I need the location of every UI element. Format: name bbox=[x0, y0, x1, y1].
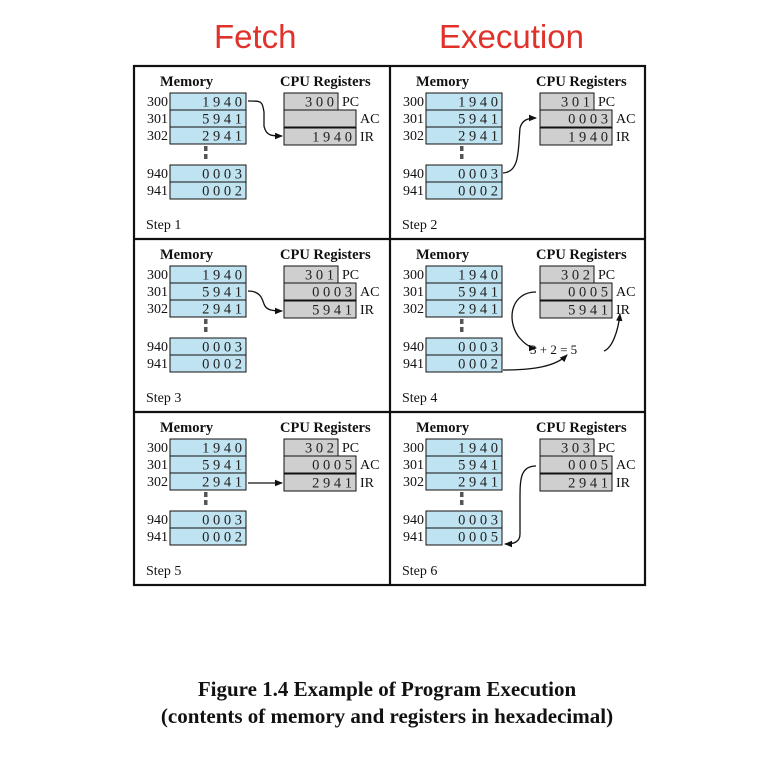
memory-title: Memory bbox=[160, 74, 214, 90]
memory-address: 941 bbox=[403, 184, 424, 199]
memory-address: 301 bbox=[147, 458, 168, 473]
memory-cell-value: 1 9 4 0 bbox=[458, 267, 498, 284]
register-ac-value: 0 0 0 3 bbox=[312, 284, 352, 301]
memory-gap-marker bbox=[204, 492, 208, 497]
memory-cell-value: 5 9 4 1 bbox=[202, 111, 242, 128]
memory-address: 302 bbox=[147, 302, 168, 317]
register-label-pc: PC bbox=[342, 441, 360, 456]
memory-cell-value: 0 0 0 2 bbox=[458, 356, 498, 373]
memory-address: 301 bbox=[403, 285, 424, 300]
register-ac-value: 0 0 0 3 bbox=[568, 111, 608, 128]
memory-cell-value: 1 9 4 0 bbox=[202, 267, 242, 284]
memory-cell-value: 0 0 0 3 bbox=[458, 166, 498, 183]
memory-cell-value: 0 0 0 2 bbox=[202, 183, 242, 200]
register-label-ir: IR bbox=[360, 476, 374, 491]
step-panel bbox=[402, 420, 635, 579]
memory-cell-value: 5 9 4 1 bbox=[202, 457, 242, 474]
memory-address: 302 bbox=[403, 475, 424, 490]
step-panel bbox=[146, 247, 379, 406]
figure-caption-subtitle: (contents of memory and registers in hexadecimal) bbox=[160, 704, 614, 728]
step-label: Step 3 bbox=[146, 391, 182, 406]
register-label-ir: IR bbox=[616, 476, 630, 491]
memory-address: 940 bbox=[147, 513, 168, 528]
memory-address: 300 bbox=[147, 95, 168, 110]
register-pc-value: 3 0 0 bbox=[305, 94, 334, 111]
register-label-ir: IR bbox=[360, 303, 374, 318]
register-pc-value: 3 0 1 bbox=[561, 94, 590, 111]
memory-cell-value: 0 0 0 3 bbox=[202, 512, 242, 529]
memory-address: 301 bbox=[147, 285, 168, 300]
memory-title: Memory bbox=[416, 74, 470, 90]
register-ac-box bbox=[284, 110, 356, 127]
register-label-ac: AC bbox=[360, 458, 380, 473]
memory-cell-value: 0 0 0 2 bbox=[202, 356, 242, 373]
register-ir-value: 5 9 4 1 bbox=[312, 302, 352, 319]
memory-cell-value: 0 0 0 5 bbox=[458, 529, 498, 546]
register-label-ir: IR bbox=[616, 130, 630, 145]
memory-address: 300 bbox=[403, 95, 424, 110]
register-ir-value: 1 9 4 0 bbox=[312, 129, 352, 146]
memory-address: 940 bbox=[403, 167, 424, 182]
memory-gap-marker bbox=[460, 327, 464, 332]
memory-gap-marker bbox=[460, 319, 464, 324]
add-input-arrow bbox=[512, 292, 536, 348]
memory-gap-marker bbox=[204, 146, 208, 151]
memory-address: 300 bbox=[403, 441, 424, 456]
memory-address: 302 bbox=[403, 302, 424, 317]
register-label-ir: IR bbox=[616, 303, 630, 318]
memory-cell-value: 2 9 4 1 bbox=[202, 301, 242, 318]
register-label-ir: IR bbox=[360, 130, 374, 145]
register-label-ac: AC bbox=[616, 458, 636, 473]
memory-cell-value: 1 9 4 0 bbox=[202, 440, 242, 457]
memory-address: 300 bbox=[403, 268, 424, 283]
memory-address: 940 bbox=[403, 513, 424, 528]
memory-title: Memory bbox=[160, 420, 214, 436]
register-label-ac: AC bbox=[360, 112, 380, 127]
memory-cell-value: 1 9 4 0 bbox=[458, 440, 498, 457]
register-ir-value: 5 9 4 1 bbox=[568, 302, 608, 319]
memory-title: Memory bbox=[416, 420, 470, 436]
memory-cell-value: 5 9 4 1 bbox=[458, 284, 498, 301]
memory-address: 301 bbox=[147, 112, 168, 127]
memory-address: 940 bbox=[147, 167, 168, 182]
memory-address: 941 bbox=[403, 357, 424, 372]
addition-note: 3 + 2 = 5 bbox=[530, 342, 578, 357]
memory-address: 941 bbox=[147, 357, 168, 372]
register-label-ac: AC bbox=[360, 285, 380, 300]
memory-address: 301 bbox=[403, 458, 424, 473]
memory-cell-value: 1 9 4 0 bbox=[202, 94, 242, 111]
memory-gap-marker bbox=[460, 500, 464, 505]
memory-gap-marker bbox=[204, 154, 208, 159]
memory-cell-value: 2 9 4 1 bbox=[458, 474, 498, 491]
cpu-registers-title: CPU Registers bbox=[280, 420, 371, 436]
register-ac-value: 0 0 0 5 bbox=[568, 284, 608, 301]
cpu-registers-title: CPU Registers bbox=[536, 420, 627, 436]
memory-address: 941 bbox=[403, 530, 424, 545]
memory-cell-value: 5 9 4 1 bbox=[202, 284, 242, 301]
memory-address: 940 bbox=[147, 340, 168, 355]
memory-cell-value: 0 0 0 3 bbox=[202, 339, 242, 356]
cpu-registers-title: CPU Registers bbox=[536, 247, 627, 263]
memory-address: 302 bbox=[147, 475, 168, 490]
fetch-arrow bbox=[248, 101, 282, 136]
register-ac-value: 0 0 0 5 bbox=[568, 457, 608, 474]
cpu-registers-title: CPU Registers bbox=[280, 74, 371, 90]
memory-cell-value: 2 9 4 1 bbox=[202, 128, 242, 145]
memory-address: 302 bbox=[403, 129, 424, 144]
memory-cell-value: 0 0 0 2 bbox=[458, 183, 498, 200]
step-label: Step 1 bbox=[146, 218, 182, 233]
step-panel bbox=[402, 74, 635, 233]
memory-cell-value: 2 9 4 1 bbox=[202, 474, 242, 491]
memory-cell-value: 5 9 4 1 bbox=[458, 457, 498, 474]
memory-cell-value: 2 9 4 1 bbox=[458, 128, 498, 145]
memory-address: 941 bbox=[147, 184, 168, 199]
register-label-pc: PC bbox=[598, 441, 616, 456]
memory-gap-marker bbox=[204, 319, 208, 324]
add-result-arrow bbox=[604, 314, 620, 351]
cpu-registers-title: CPU Registers bbox=[280, 247, 371, 263]
memory-gap-marker bbox=[204, 327, 208, 332]
memory-title: Memory bbox=[160, 247, 214, 263]
memory-cell-value: 0 0 0 3 bbox=[458, 339, 498, 356]
register-ir-value: 1 9 4 0 bbox=[568, 129, 608, 146]
step-panel bbox=[402, 247, 635, 406]
execution-header: Execution bbox=[439, 18, 584, 55]
memory-cell-value: 2 9 4 1 bbox=[458, 301, 498, 318]
register-ir-value: 2 9 4 1 bbox=[312, 475, 352, 492]
register-pc-value: 3 0 1 bbox=[305, 267, 334, 284]
memory-cell-value: 5 9 4 1 bbox=[458, 111, 498, 128]
step-label: Step 6 bbox=[402, 564, 438, 579]
register-label-ac: AC bbox=[616, 285, 636, 300]
memory-gap-marker bbox=[460, 492, 464, 497]
register-label-pc: PC bbox=[598, 95, 616, 110]
memory-address: 302 bbox=[147, 129, 168, 144]
figure-caption-title: Figure 1.4 Example of Program Execution bbox=[197, 677, 577, 701]
memory-cell-value: 0 0 0 3 bbox=[202, 166, 242, 183]
memory-address: 941 bbox=[147, 530, 168, 545]
register-ac-value: 0 0 0 5 bbox=[312, 457, 352, 474]
memory-gap-marker bbox=[204, 500, 208, 505]
fetch-arrow bbox=[248, 291, 282, 311]
step-label: Step 5 bbox=[146, 564, 182, 579]
register-pc-value: 3 0 2 bbox=[561, 267, 590, 284]
register-label-pc: PC bbox=[342, 95, 360, 110]
step-label: Step 4 bbox=[402, 391, 438, 406]
cpu-registers-title: CPU Registers bbox=[536, 74, 627, 90]
step-panel bbox=[146, 74, 379, 233]
memory-cell-value: 1 9 4 0 bbox=[458, 94, 498, 111]
add-input-arrow bbox=[503, 355, 567, 370]
memory-address: 300 bbox=[147, 441, 168, 456]
register-label-pc: PC bbox=[342, 268, 360, 283]
register-ir-value: 2 9 4 1 bbox=[568, 475, 608, 492]
register-pc-value: 3 0 3 bbox=[561, 440, 590, 457]
memory-title: Memory bbox=[416, 247, 470, 263]
step-label: Step 2 bbox=[402, 218, 438, 233]
fetch-header: Fetch bbox=[214, 18, 297, 55]
memory-address: 301 bbox=[403, 112, 424, 127]
memory-address: 940 bbox=[403, 340, 424, 355]
memory-cell-value: 0 0 0 2 bbox=[202, 529, 242, 546]
memory-gap-marker bbox=[460, 154, 464, 159]
memory-gap-marker bbox=[460, 146, 464, 151]
register-label-ac: AC bbox=[616, 112, 636, 127]
register-pc-value: 3 0 2 bbox=[305, 440, 334, 457]
step-panel bbox=[146, 420, 379, 579]
store-arrow bbox=[505, 466, 536, 544]
memory-cell-value: 0 0 0 3 bbox=[458, 512, 498, 529]
memory-address: 300 bbox=[147, 268, 168, 283]
load-arrow bbox=[503, 118, 536, 173]
register-label-pc: PC bbox=[598, 268, 616, 283]
